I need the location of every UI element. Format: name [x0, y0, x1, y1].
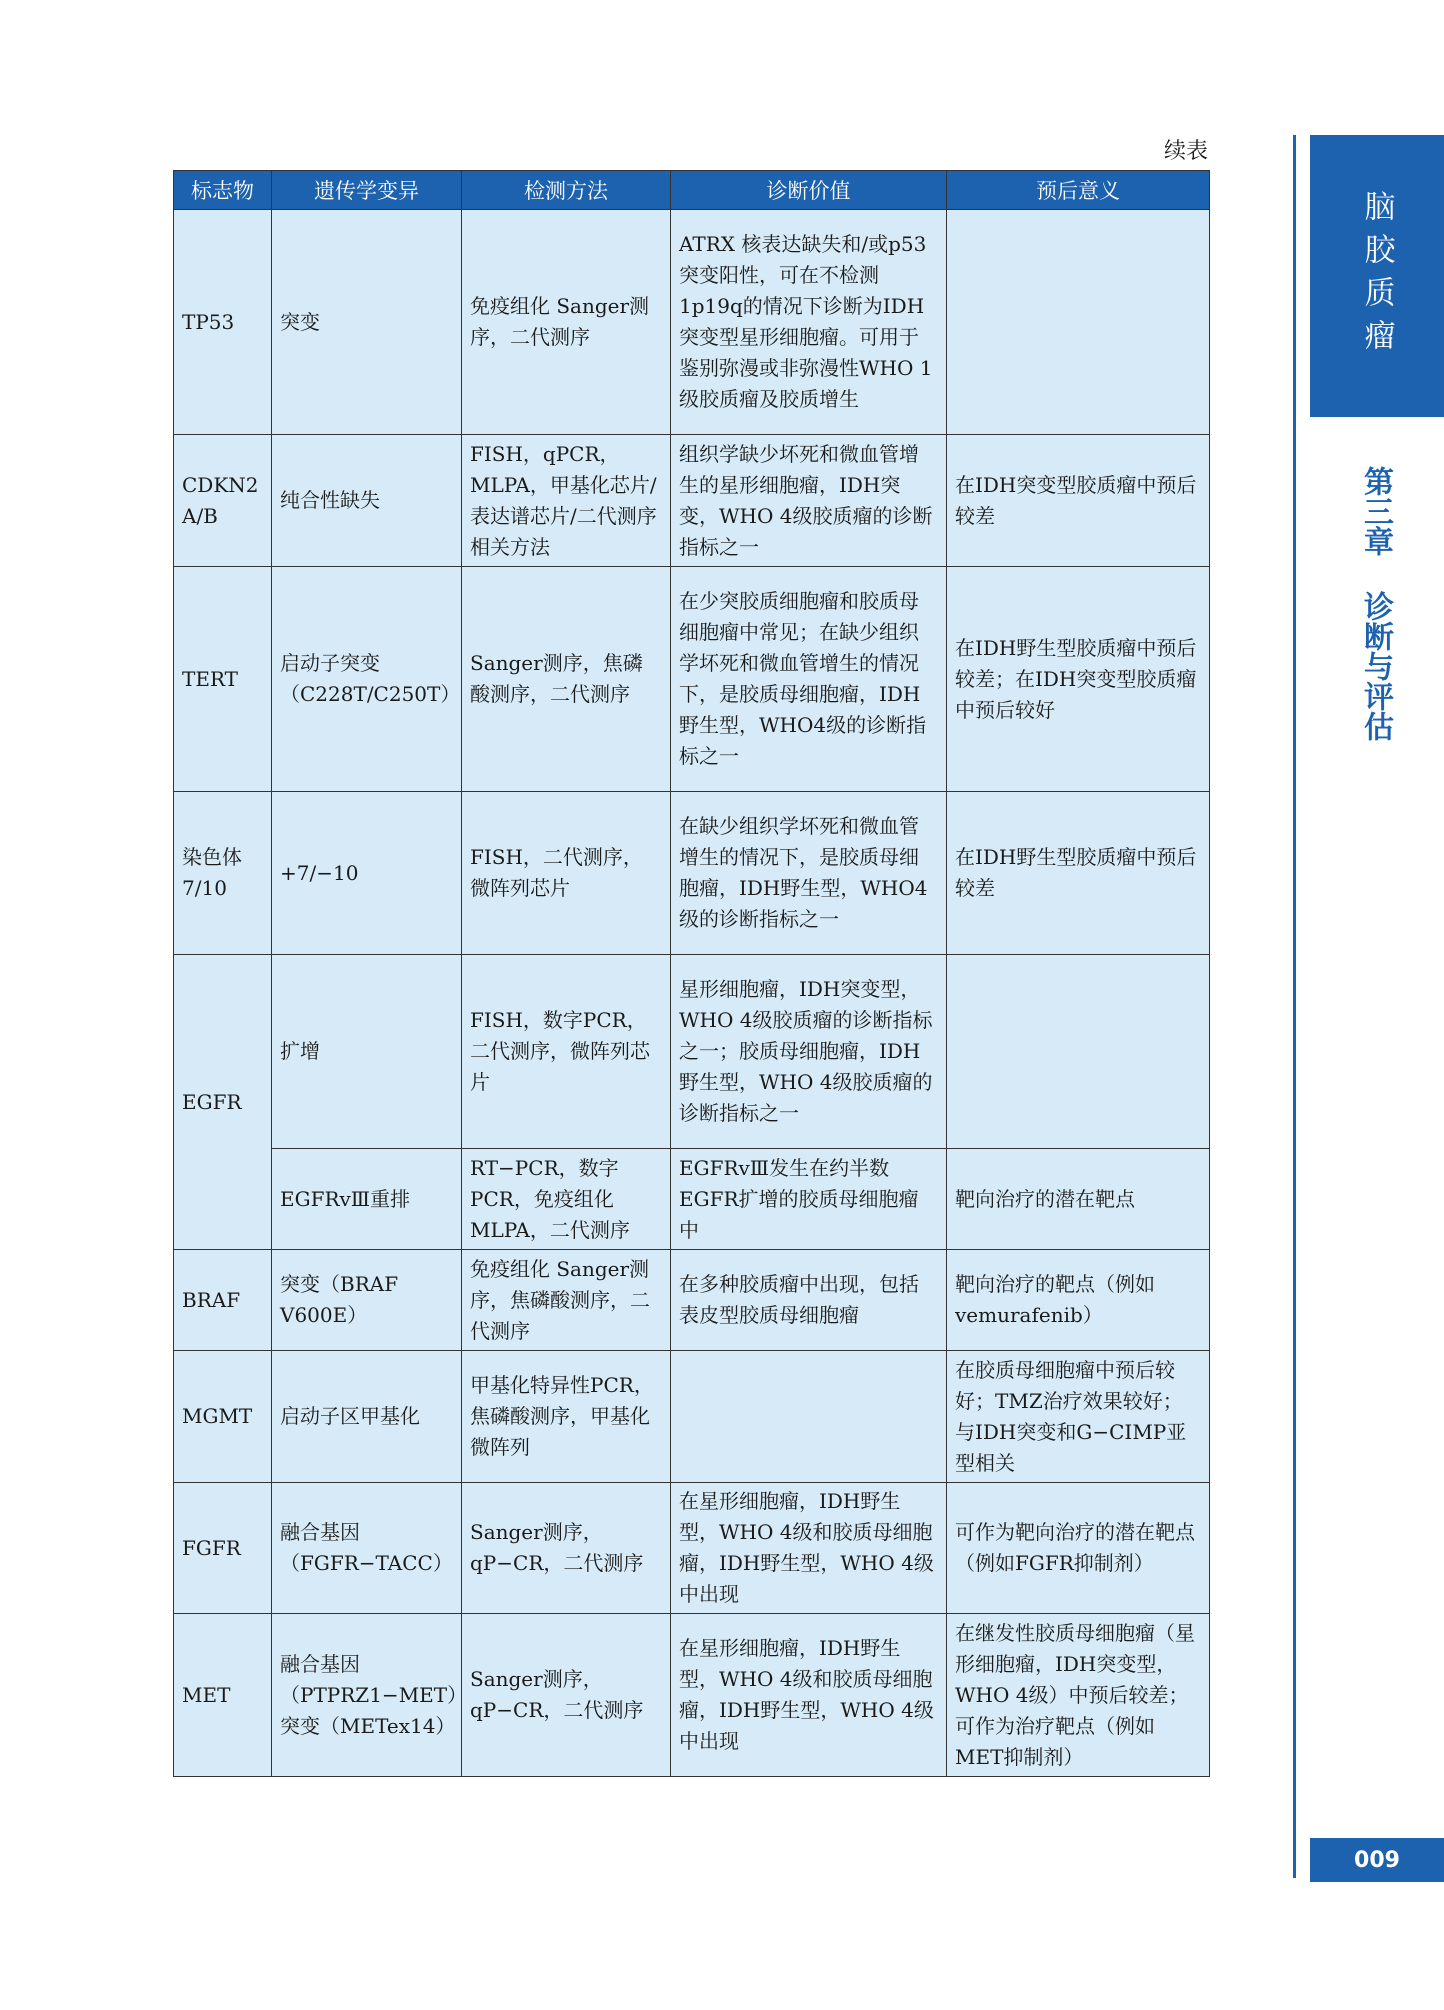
variant-cell: EGFRvⅢ重排: [272, 1149, 462, 1250]
variant-cell: 启动子区甲基化: [272, 1351, 462, 1483]
header-variant: 遗传学变异: [272, 171, 462, 210]
method-cell: 免疫组化 Sanger测序，焦磷酸测序，二代测序: [462, 1250, 671, 1351]
marker-cell: 染色体7/10: [174, 792, 272, 955]
book-title-tab: [1310, 135, 1444, 417]
method-cell: FISH，数字PCR，二代测序，微阵列芯片: [462, 955, 671, 1149]
marker-cell: TP53: [174, 210, 272, 435]
chapter-title: 第三章 诊断与评估: [1358, 466, 1393, 741]
margin-rule: [1293, 135, 1296, 1878]
marker-cell: FGFR: [174, 1483, 272, 1614]
header-method: 检测方法: [462, 171, 671, 210]
table-row: [174, 792, 1210, 955]
table-row: [174, 435, 1210, 567]
prognostic-cell: 靶向治疗的潜在靶点: [947, 1149, 1210, 1250]
prognostic-cell: [947, 210, 1210, 435]
marker-cell: CDKN2A/B: [174, 435, 272, 567]
method-cell: Sanger测序，qP−CR，二代测序: [462, 1614, 671, 1777]
marker-cell: MGMT: [174, 1351, 272, 1483]
prognostic-cell: 可作为靶向治疗的潜在靶点（例如FGFR抑制剂）: [947, 1483, 1210, 1614]
prognostic-cell: [947, 955, 1210, 1149]
diagnostic-cell: 在缺少组织学坏死和微血管增生的情况下，是胶质母细胞瘤，IDH野生型，WHO4级的诊断指标之一: [671, 792, 947, 955]
diagnostic-cell: 星形细胞瘤，IDH突变型，WHO 4级胶质瘤的诊断指标之一；胶质母细胞瘤，IDH野生型，WHO 4级胶质瘤的诊断指标之一: [671, 955, 947, 1149]
prognostic-cell: 在继发性胶质母细胞瘤（星形细胞瘤，IDH突变型，WHO 4级）中预后较差；可作为治疗靶点（例如MET抑制剂）: [947, 1614, 1210, 1777]
chapter-tab: [1330, 466, 1420, 741]
variant-cell: 扩增: [272, 955, 462, 1149]
marker-cell: EGFR: [174, 955, 272, 1250]
continued-label: 续表: [1163, 139, 1208, 164]
prognostic-cell: 在IDH野生型胶质瘤中预后较差: [947, 792, 1210, 955]
diagnostic-cell: 在星形细胞瘤，IDH野生型，WHO 4级和胶质母细胞瘤，IDH野生型，WHO 4级中出现: [671, 1483, 947, 1614]
variant-cell: 融合基因（PTPRZ1−MET）突变（METex14）: [272, 1614, 462, 1777]
table-row: [174, 955, 1210, 1149]
diagnostic-cell: 在多种胶质瘤中出现，包括表皮型胶质母细胞瘤: [671, 1250, 947, 1351]
header-diagnostic: 诊断价值: [671, 171, 947, 210]
variant-cell: 突变: [272, 210, 462, 435]
diagnostic-cell: 在少突胶质细胞瘤和胶质母细胞瘤中常见；在缺少组织学坏死和微血管增生的情况下，是胶质母细胞瘤，IDH野生型，WHO4级的诊断指标之一: [671, 567, 947, 792]
page-number: 009: [1354, 1847, 1400, 1873]
prognostic-cell: 在IDH突变型胶质瘤中预后较差: [947, 435, 1210, 567]
book-title: 脑胶质瘤: [1358, 190, 1395, 362]
diagnostic-cell: 组织学缺少坏死和微血管增生的星形细胞瘤，IDH突变，WHO 4级胶质瘤的诊断指标之一: [671, 435, 947, 567]
method-cell: Sanger测序，焦磷酸测序，二代测序: [462, 567, 671, 792]
table-row: [174, 1149, 1210, 1250]
table-header-row: [174, 171, 1210, 210]
method-cell: RT−PCR，数字PCR，免疫组化MLPA，二代测序: [462, 1149, 671, 1250]
diagnostic-cell: 在星形细胞瘤，IDH野生型，WHO 4级和胶质母细胞瘤，IDH野生型，WHO 4级中出现: [671, 1614, 947, 1777]
table-row: [174, 1351, 1210, 1483]
variant-cell: 启动子突变（C228T/C250T）: [272, 567, 462, 792]
diagnostic-cell: EGFRvⅢ发生在约半数EGFR扩增的胶质母细胞瘤中: [671, 1149, 947, 1250]
diagnostic-cell: [671, 1351, 947, 1483]
variant-cell: 突变（BRAF V600E）: [272, 1250, 462, 1351]
table-row: [174, 567, 1210, 792]
method-cell: FISH，qPCR，MLPA，甲基化芯片/表达谱芯片/二代测序相关方法: [462, 435, 671, 567]
method-cell: 甲基化特异性PCR，焦磷酸测序，甲基化微阵列: [462, 1351, 671, 1483]
page-number-box: [1310, 1838, 1444, 1882]
variant-cell: +7/−10: [272, 792, 462, 955]
prognostic-cell: 在胶质母细胞瘤中预后较好；TMZ治疗效果较好；与IDH突变和G−CIMP亚型相关: [947, 1351, 1210, 1483]
table-row: [174, 1250, 1210, 1351]
marker-cell: BRAF: [174, 1250, 272, 1351]
variant-cell: 纯合性缺失: [272, 435, 462, 567]
marker-table: [173, 170, 1210, 1777]
table-row: [174, 1483, 1210, 1614]
header-prognostic: 预后意义: [947, 171, 1210, 210]
method-cell: Sanger测序，qP−CR，二代测序: [462, 1483, 671, 1614]
method-cell: FISH，二代测序，微阵列芯片: [462, 792, 671, 955]
prognostic-cell: 在IDH野生型胶质瘤中预后较差；在IDH突变型胶质瘤中预后较好: [947, 567, 1210, 792]
table-row: [174, 1614, 1210, 1777]
method-cell: 免疫组化 Sanger测序，二代测序: [462, 210, 671, 435]
table-row: [174, 210, 1210, 435]
variant-cell: 融合基因（FGFR−TACC）: [272, 1483, 462, 1614]
header-marker: 标志物: [174, 171, 272, 210]
prognostic-cell: 靶向治疗的靶点（例如vemurafenib）: [947, 1250, 1210, 1351]
marker-cell: MET: [174, 1614, 272, 1777]
marker-cell: TERT: [174, 567, 272, 792]
diagnostic-cell: ATRX 核表达缺失和/或p53突变阳性，可在不检测1p19q的情况下诊断为IDH突变型星形细胞瘤。可用于鉴别弥漫或非弥漫性WHO 1级胶质瘤及胶质增生: [671, 210, 947, 435]
